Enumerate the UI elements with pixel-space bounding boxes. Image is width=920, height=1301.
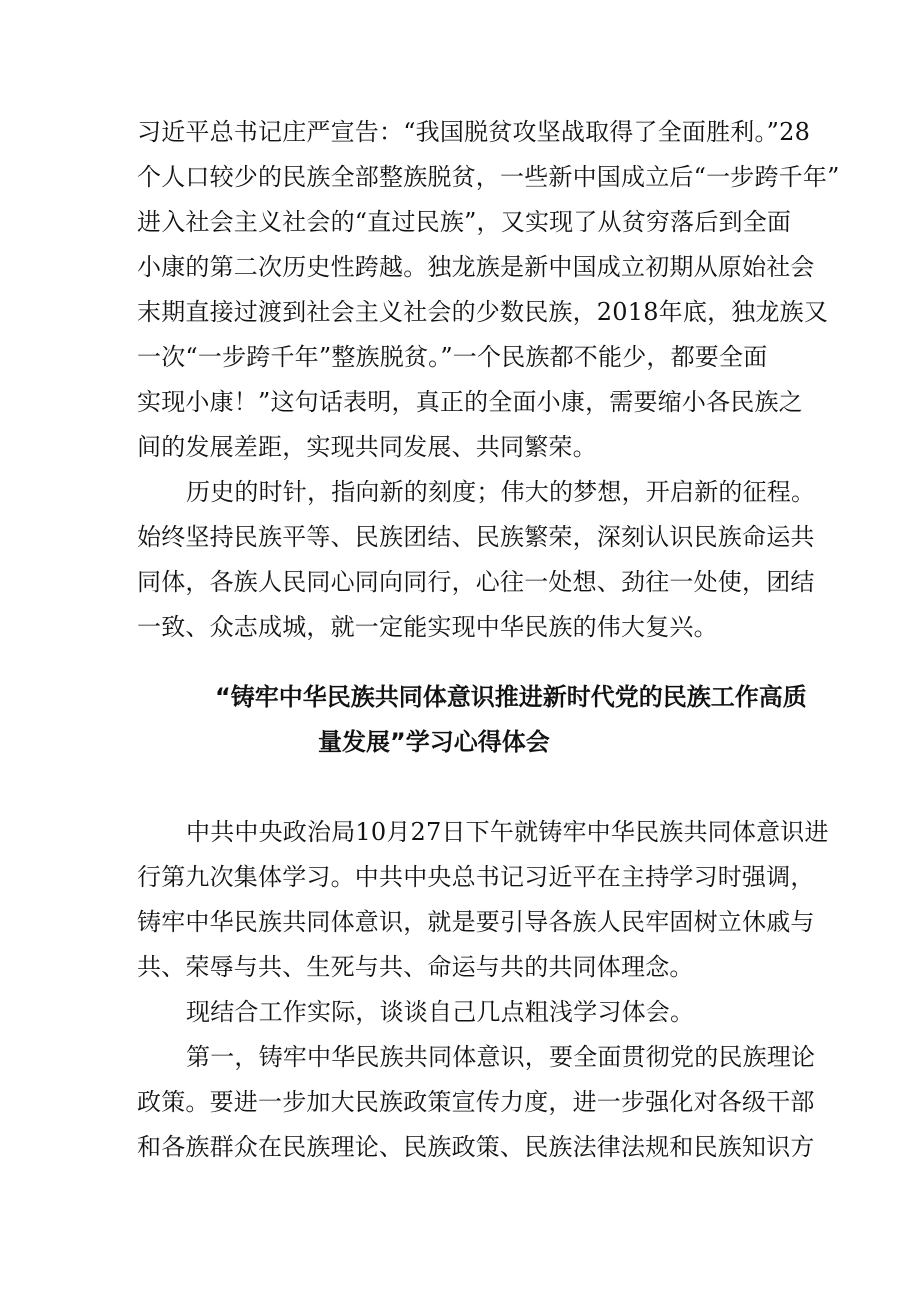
text-line: 铸牢中华民族共同体意识，就是要引导各族人民牢固树立休戚与 <box>137 908 815 936</box>
text-line: 政策。要进一步加大民族政策宣传力度，进一步强化对各级干部 <box>137 1088 815 1116</box>
text-line: 历史的时针，指向新的刻度；伟大的梦想，开启新的征程。 <box>186 478 816 506</box>
text-line: 现结合工作实际，谈谈自己几点粗浅学习体会。 <box>186 998 695 1026</box>
text-line: 一次“一步跨千年”整族脱贫。”一个民族都不能少，都要全面 <box>137 343 768 371</box>
text-line: 实现小康！”这句话表明，真正的全面小康，需要缩小各民族之 <box>137 388 803 416</box>
title-line-2: 量发展”学习心得体会 <box>318 728 550 756</box>
text-line: 第一，铸牢中华民族共同体意识，要全面贯彻党的民族理论 <box>186 1043 816 1071</box>
text-line: 和各族群众在民族理论、民族政策、民族法律法规和民族知识方 <box>137 1133 815 1161</box>
text-line: 一致、众志成城，就一定能实现中华民族的伟大复兴。 <box>137 613 718 641</box>
text-line: 同体，各族人民同心同向同行，心往一处想、劲往一处使，团结 <box>137 568 815 596</box>
text-line: 行第九次集体学习。中共中央总书记习近平在主持学习时强调， <box>137 863 815 891</box>
text-line: 中共中央政治局10月27日下午就铸牢中华民族共同体意识进 <box>186 818 829 846</box>
text-line: 小康的第二次历史性跨越。独龙族是新中国成立初期从原始社会 <box>137 253 815 281</box>
text-line: 习近平总书记庄严宣告：“我国脱贫攻坚战取得了全面胜利。”28 <box>137 118 811 146</box>
title-line-1: “铸牢中华民族共同体意识推进新时代党的民族工作高质 <box>215 683 807 711</box>
text-line: 间的发展差距，实现共同发展、共同繁荣。 <box>137 433 597 461</box>
text-line: 共、荣辱与共、生死与共、命运与共的共同体理念。 <box>137 953 694 981</box>
text-line: 末期直接过渡到社会主义社会的少数民族，2018年底，独龙族又 <box>137 298 829 326</box>
text-line: 进入社会主义社会的“直过民族”，又实现了从贫穷落后到全面 <box>137 208 792 236</box>
text-line: 个人口较少的民族全部整族脱贫，一些新中国成立后“一步跨千年” <box>137 163 840 191</box>
text-line: 始终坚持民族平等、民族团结、民族繁荣，深刻认识民族命运共 <box>137 523 815 551</box>
